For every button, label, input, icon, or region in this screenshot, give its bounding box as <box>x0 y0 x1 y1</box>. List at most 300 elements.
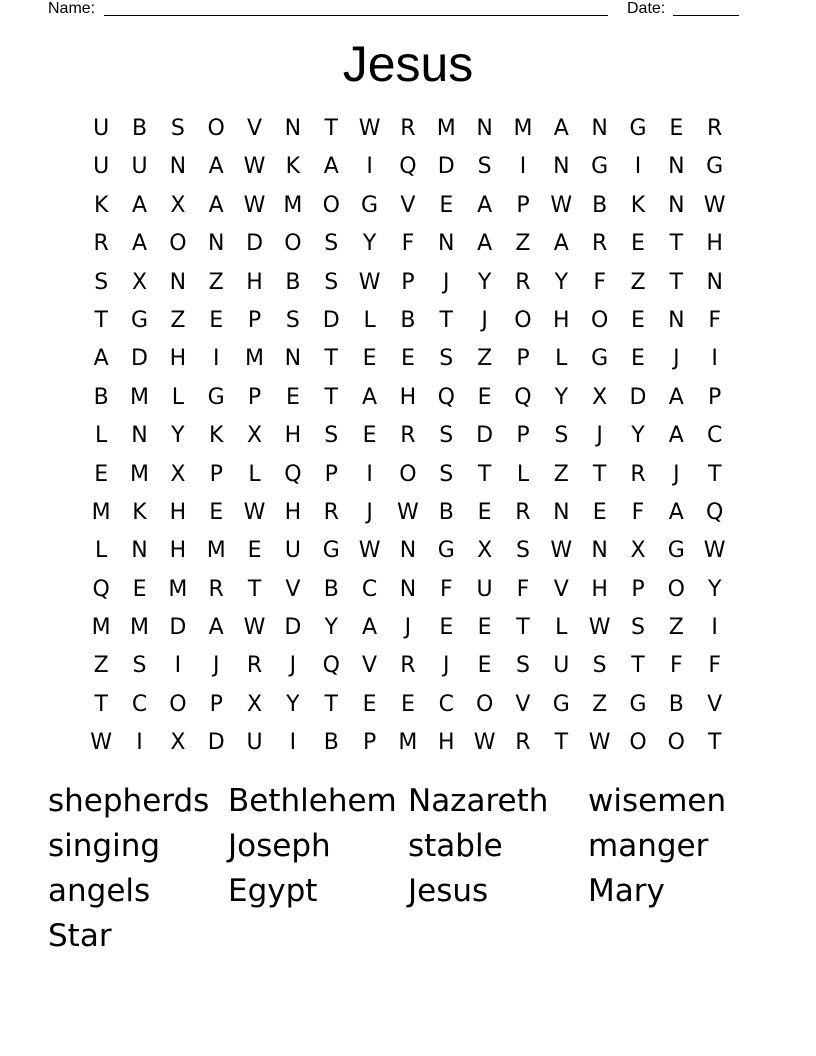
grid-letter: I <box>519 154 527 180</box>
grid-letter: C <box>131 691 148 717</box>
grid-letter: H <box>284 423 302 449</box>
grid-letter: B <box>323 576 339 602</box>
grid-row <box>82 647 734 685</box>
grid-letter: X <box>170 192 186 218</box>
word-bank-item: angels <box>48 873 151 909</box>
grid-letter: R <box>707 116 723 141</box>
grid-letter: A <box>208 192 224 218</box>
grid-letter: T <box>439 307 453 333</box>
grid-letter: P <box>516 192 530 218</box>
grid-letter: G <box>591 346 609 372</box>
grid-letter: D <box>169 615 187 641</box>
grid-letter: T <box>94 691 108 717</box>
grid-letter: N <box>169 269 187 295</box>
grid-letter: Z <box>93 653 109 679</box>
grid-letter: B <box>131 116 148 141</box>
grid-letter: G <box>437 538 455 564</box>
grid-letter: O <box>475 691 494 717</box>
grid-letter: P <box>247 384 262 410</box>
grid-letter: D <box>629 384 647 410</box>
word-bank-item: Egypt <box>228 873 318 909</box>
grid-letter: A <box>553 231 569 257</box>
grid-letter: B <box>93 384 109 410</box>
grid-letter: I <box>634 154 642 180</box>
grid-letter: L <box>363 307 376 333</box>
grid-letter: Q <box>437 384 455 410</box>
grid-row <box>82 379 734 417</box>
grid-letter: O <box>169 231 187 257</box>
grid-letter: T <box>94 307 108 333</box>
grid-letter: T <box>707 461 722 487</box>
grid-row <box>82 686 734 724</box>
grid-letter: N <box>131 423 148 449</box>
grid-letter: L <box>171 384 184 410</box>
grid-letter: C <box>706 423 723 449</box>
grid-letter: K <box>208 423 224 449</box>
grid-letter: F <box>516 576 530 602</box>
grid-letter: O <box>399 461 417 487</box>
grid-letter: W <box>588 615 611 641</box>
grid-letter: M <box>206 538 226 564</box>
grid-letter: X <box>170 730 186 756</box>
grid-letter: P <box>209 691 223 717</box>
grid-letter: A <box>93 346 109 372</box>
grid-letter: L <box>95 538 108 564</box>
grid-letter: O <box>284 231 302 257</box>
grid-letter: W <box>550 192 573 218</box>
grid-letter: V <box>707 691 723 717</box>
grid-letter: U <box>93 116 110 141</box>
grid-letter: C <box>438 691 454 717</box>
word-bank <box>48 779 768 959</box>
grid-row <box>82 494 734 532</box>
grid-letter: T <box>324 346 338 372</box>
grid-letter: E <box>439 615 454 641</box>
grid-letter: N <box>706 269 723 295</box>
grid-letter: M <box>245 346 265 372</box>
grid-letter: G <box>361 192 379 218</box>
grid-letter: E <box>669 116 684 141</box>
grid-letter: V <box>362 653 378 679</box>
grid-letter: X <box>170 461 186 487</box>
grid-letter: O <box>667 730 685 756</box>
grid-letter: F <box>670 653 683 679</box>
grid-letter: A <box>362 615 378 641</box>
grid-letter: N <box>131 538 148 564</box>
grid-letter: A <box>668 499 684 525</box>
grid-letter: H <box>437 730 455 756</box>
grid-letter: M <box>283 192 303 218</box>
grid-letter: Y <box>324 615 338 641</box>
grid-letter: B <box>285 269 301 295</box>
grid-letter: Q <box>322 653 340 679</box>
grid-letter: Y <box>707 576 722 602</box>
grid-letter: S <box>170 116 185 141</box>
name-label: Name: <box>48 0 96 17</box>
grid-letter: G <box>207 384 225 410</box>
grid-letter: Z <box>630 269 646 295</box>
grid-letter: G <box>130 307 149 333</box>
worksheet-header <box>48 0 748 20</box>
grid-letter: Z <box>515 231 531 257</box>
grid-letter: V <box>285 576 301 602</box>
grid-letter: W <box>703 192 726 218</box>
grid-letter: J <box>212 653 220 679</box>
grid-letter: O <box>590 307 609 333</box>
grid-letter: U <box>93 154 110 180</box>
grid-letter: I <box>289 730 297 756</box>
date-blank-line <box>673 15 739 16</box>
grid-letter: I <box>366 154 373 180</box>
grid-letter: J <box>443 653 450 679</box>
grid-letter: O <box>629 730 647 756</box>
grid-letter: H <box>284 499 302 525</box>
grid-letter: N <box>399 538 417 564</box>
grid-letter: W <box>243 615 266 641</box>
grid-letter: E <box>439 192 454 218</box>
grid-letter: E <box>477 653 492 679</box>
grid-letter: N <box>553 499 570 525</box>
grid-row <box>82 609 734 647</box>
grid-letter: Y <box>362 231 377 257</box>
grid-letter: A <box>668 384 684 410</box>
grid-letter: R <box>246 653 263 679</box>
grid-letter: W <box>358 269 381 295</box>
grid-letter: P <box>516 423 530 449</box>
grid-letter: T <box>592 461 607 487</box>
word-bank-item: Jesus <box>408 873 489 909</box>
grid-letter: S <box>324 269 339 295</box>
grid-letter: N <box>438 231 455 257</box>
grid-letter: O <box>169 691 187 717</box>
grid-row <box>82 532 734 570</box>
grid-letter: A <box>131 231 148 257</box>
grid-letter: T <box>516 615 530 641</box>
grid-letter: R <box>93 231 109 257</box>
grid-letter: G <box>629 691 647 717</box>
grid-letter: X <box>630 538 646 564</box>
grid-letter: V <box>515 691 531 717</box>
grid-letter: J <box>289 653 297 679</box>
grid-letter: E <box>477 384 492 410</box>
grid-letter: N <box>668 192 685 218</box>
grid-letter: R <box>323 499 339 525</box>
grid-letter: R <box>208 576 224 602</box>
grid-letter: Q <box>706 499 724 525</box>
grid-row <box>82 340 734 378</box>
grid-letter: S <box>515 538 530 564</box>
grid-letter: E <box>362 423 377 449</box>
grid-letter: E <box>400 346 415 372</box>
grid-letter: N <box>284 116 302 141</box>
grid-letter: R <box>515 499 531 525</box>
grid-letter: P <box>209 461 223 487</box>
grid-letter: M <box>91 615 111 641</box>
grid-letter: W <box>90 730 113 756</box>
grid-letter: T <box>324 691 338 717</box>
grid-letter: W <box>358 538 381 564</box>
grid-letter: H <box>553 307 570 333</box>
grid-letter: E <box>209 307 224 333</box>
grid-letter: J <box>366 499 373 525</box>
grid-letter: P <box>247 307 262 333</box>
grid-letter: E <box>209 499 224 525</box>
grid-letter: M <box>168 576 188 602</box>
grid-letter: O <box>322 192 340 218</box>
grid-letter: N <box>591 116 608 141</box>
grid-letter: H <box>706 231 723 257</box>
grid-letter: G <box>322 538 340 564</box>
grid-letter: T <box>554 730 569 756</box>
grid-letter: G <box>706 154 724 180</box>
grid-letter: V <box>553 576 569 602</box>
grid-letter: S <box>439 346 454 372</box>
grid-letter: Q <box>514 384 532 410</box>
grid-letter: S <box>439 423 454 449</box>
letter-grid <box>82 110 734 763</box>
grid-letter: R <box>400 423 416 449</box>
grid-letter: M <box>130 461 149 487</box>
grid-letter: K <box>93 192 109 218</box>
grid-letter: H <box>169 346 187 372</box>
grid-letter: U <box>284 538 301 564</box>
grid-letter: L <box>516 461 530 487</box>
grid-letter: B <box>400 307 416 333</box>
grid-letter: E <box>400 691 415 717</box>
grid-letter: D <box>131 346 148 372</box>
grid-letter: S <box>592 653 607 679</box>
word-bank-item: singing <box>48 828 161 864</box>
grid-letter: N <box>591 538 608 564</box>
grid-letter: X <box>131 269 148 295</box>
grid-letter: N <box>169 154 187 180</box>
grid-letter: D <box>322 307 340 333</box>
grid-letter: T <box>707 730 722 756</box>
grid-letter: D <box>284 615 302 641</box>
grid-letter: E <box>94 461 109 487</box>
grid-letter: Z <box>208 269 224 295</box>
grid-letter: A <box>323 154 339 180</box>
grid-letter: L <box>555 346 568 372</box>
grid-letter: E <box>592 499 607 525</box>
grid-letter: I <box>174 653 182 679</box>
grid-letter: W <box>703 538 726 564</box>
grid-letter: B <box>438 499 454 525</box>
grid-letter: M <box>130 615 149 641</box>
grid-letter: I <box>711 346 718 372</box>
grid-letter: J <box>673 461 680 487</box>
grid-letter: A <box>668 423 684 449</box>
grid-letter: A <box>362 384 378 410</box>
grid-letter: P <box>324 461 338 487</box>
puzzle-title: Jesus <box>342 36 474 92</box>
grid-letter: Y <box>171 423 185 449</box>
grid-letter: E <box>132 576 147 602</box>
grid-letter: V <box>247 116 263 141</box>
grid-letter: D <box>246 231 264 257</box>
grid-letter: L <box>95 423 108 449</box>
grid-letter: E <box>631 231 645 257</box>
grid-letter: T <box>477 461 492 487</box>
grid-letter: S <box>554 423 569 449</box>
grid-letter: E <box>285 384 300 410</box>
grid-letter: T <box>669 231 684 257</box>
grid-letter: X <box>477 538 493 564</box>
grid-letter: J <box>443 269 450 295</box>
date-label: Date: <box>627 0 666 17</box>
grid-letter: J <box>596 423 603 449</box>
grid-letter: D <box>207 730 225 756</box>
grid-letter: E <box>477 499 492 525</box>
grid-letter: R <box>515 269 531 295</box>
grid-letter: U <box>553 653 570 679</box>
grid-row <box>82 571 734 609</box>
grid-letter: F <box>401 231 415 257</box>
grid-letter: R <box>400 653 416 679</box>
grid-letter: S <box>477 154 492 180</box>
grid-letter: P <box>631 576 645 602</box>
grid-letter: X <box>592 384 608 410</box>
grid-letter: P <box>708 384 722 410</box>
grid-letter: A <box>477 192 493 218</box>
grid-letter: S <box>324 423 339 449</box>
grid-letter: O <box>514 307 532 333</box>
word-bank-item: Star <box>48 918 112 954</box>
word-bank-item: manger <box>588 828 709 864</box>
grid-letter: W <box>243 499 266 525</box>
grid-letter: T <box>324 384 338 410</box>
grid-letter: H <box>169 499 187 525</box>
grid-letter: B <box>323 730 339 756</box>
word-bank-item: Mary <box>588 873 665 909</box>
grid-letter: Z <box>592 691 608 717</box>
grid-letter: S <box>132 653 147 679</box>
grid-letter: T <box>631 653 645 679</box>
grid-letter: S <box>515 653 530 679</box>
grid-letter: W <box>473 730 496 756</box>
grid-letter: N <box>207 231 225 257</box>
grid-letter: K <box>132 499 147 525</box>
name-blank-line <box>104 15 608 16</box>
grid-letter: W <box>243 154 266 180</box>
grid-letter: N <box>668 154 685 180</box>
grid-letter: K <box>630 192 646 218</box>
grid-letter: N <box>399 576 417 602</box>
grid-letter: S <box>439 461 454 487</box>
grid-letter: Q <box>399 154 417 180</box>
grid-letter: R <box>515 730 531 756</box>
grid-row <box>82 417 734 455</box>
grid-letter: H <box>246 269 263 295</box>
grid-letter: E <box>477 615 492 641</box>
grid-letter: J <box>404 615 412 641</box>
grid-letter: Y <box>554 384 569 410</box>
grid-letter: F <box>439 576 453 602</box>
word-bank-item: stable <box>408 828 503 864</box>
grid-letter: A <box>553 116 569 141</box>
grid-letter: M <box>513 116 533 141</box>
grid-letter: T <box>669 269 684 295</box>
grid-letter: I <box>366 461 373 487</box>
grid-row <box>82 110 734 148</box>
grid-letter: Y <box>286 691 300 717</box>
grid-letter: R <box>630 461 646 487</box>
grid-letter: L <box>555 615 568 641</box>
grid-row <box>82 187 734 225</box>
word-bank-item: Joseph <box>228 828 331 864</box>
grid-letter: F <box>593 269 606 295</box>
grid-letter: W <box>397 499 419 525</box>
grid-letter: H <box>591 576 608 602</box>
grid-letter: C <box>361 576 378 602</box>
grid-row <box>82 225 734 263</box>
grid-letter: X <box>247 691 263 717</box>
grid-row <box>82 264 734 302</box>
grid-letter: E <box>362 691 377 717</box>
grid-letter: M <box>398 730 418 756</box>
grid-letter: J <box>481 307 488 333</box>
grid-letter: A <box>477 231 493 257</box>
grid-letter: Z <box>668 615 684 641</box>
grid-letter: F <box>631 499 645 525</box>
grid-letter: R <box>591 231 608 257</box>
grid-letter: T <box>247 576 262 602</box>
grid-letter: Y <box>631 423 645 449</box>
grid-letter: G <box>629 116 647 141</box>
grid-letter: P <box>516 346 530 372</box>
grid-row <box>82 148 734 186</box>
grid-letter: U <box>246 730 263 756</box>
grid-letter: L <box>248 461 261 487</box>
grid-letter: N <box>476 116 493 141</box>
grid-letter: G <box>667 538 685 564</box>
grid-letter: I <box>136 730 143 756</box>
grid-letter: S <box>285 307 300 333</box>
grid-letter: Q <box>92 576 110 602</box>
grid-letter: H <box>399 384 417 410</box>
grid-letter: U <box>476 576 493 602</box>
grid-letter: S <box>324 231 339 257</box>
grid-row <box>82 456 734 494</box>
grid-letter: I <box>212 346 220 372</box>
grid-letter: I <box>711 615 718 641</box>
grid-letter: Z <box>553 461 569 487</box>
grid-letter: T <box>324 116 338 141</box>
grid-letter: A <box>208 154 224 180</box>
grid-letter: E <box>631 346 645 372</box>
grid-letter: Z <box>477 346 493 372</box>
grid-letter: P <box>362 730 377 756</box>
grid-letter: F <box>708 653 721 679</box>
grid-letter: M <box>130 384 149 410</box>
grid-letter: R <box>400 116 416 141</box>
grid-letter: D <box>437 154 455 180</box>
grid-letter: E <box>362 346 377 372</box>
grid-letter: Y <box>554 269 569 295</box>
grid-letter: B <box>592 192 608 218</box>
grid-letter: N <box>553 154 570 180</box>
grid-letter: S <box>94 269 109 295</box>
grid-letter: A <box>208 615 224 641</box>
grid-letter: X <box>247 423 263 449</box>
grid-letter: S <box>631 615 645 641</box>
grid-letter: E <box>247 538 262 564</box>
grid-letter: H <box>169 538 187 564</box>
grid-letter: F <box>708 307 721 333</box>
grid-letter: G <box>552 691 570 717</box>
word-bank-item: Nazareth <box>408 783 549 819</box>
grid-letter: V <box>400 192 416 218</box>
